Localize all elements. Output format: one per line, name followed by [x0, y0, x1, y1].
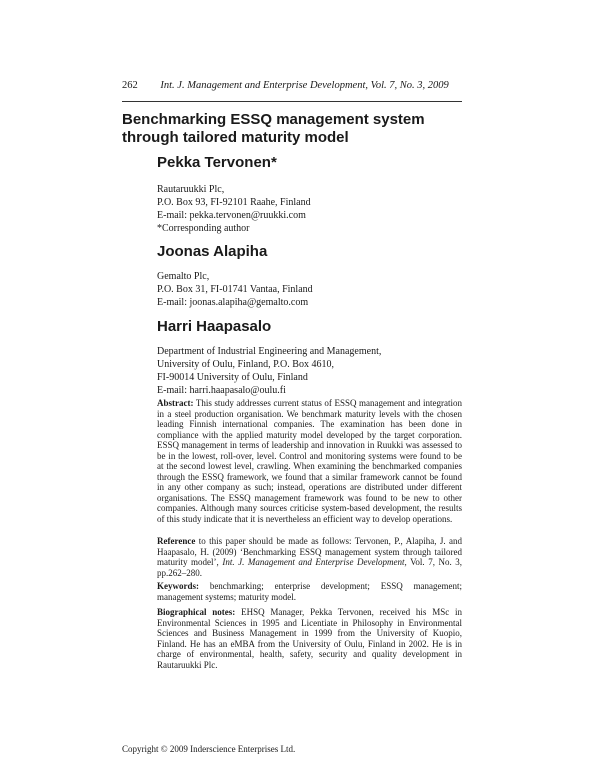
keywords: [157, 581, 462, 602]
reference-label: Reference: [157, 536, 196, 546]
journal-citation: Int. J. Management and Enterprise Development, Vol. 7, No. 3, 2009: [160, 80, 449, 91]
author-affiliation: [157, 345, 381, 397]
running-header: [122, 80, 449, 91]
affiliation-line: E-mail: harri.haapasalo@oulu.fi: [157, 385, 286, 396]
affiliation-line: P.O. Box 93, FI-92101 Raahe, Finland: [157, 197, 311, 208]
biographical-notes: [157, 607, 462, 670]
author-affiliation: [157, 183, 311, 235]
reference-journal: Int. J. Management and Enterprise Development,: [222, 557, 407, 567]
author-name: Joonas Alapiha: [157, 243, 268, 260]
bio-label: Biographical notes:: [157, 607, 236, 617]
reference-note: [157, 536, 462, 578]
page-number: 262: [122, 80, 138, 91]
author-affiliation: [157, 270, 313, 309]
affiliation-line: Rautaruukki Plc,: [157, 184, 225, 195]
affiliation-line: E-mail: pekka.tervonen@ruukki.com: [157, 210, 306, 221]
keywords-text: benchmarking; enterprise development; ESSQ management; management systems; maturity model.: [157, 581, 462, 602]
copyright: Copyright © 2009 Inderscience Enterprises Ltd.: [122, 744, 296, 754]
affiliation-line: Department of Industrial Engineering and Management,: [157, 346, 382, 357]
header-rule: [122, 101, 462, 102]
abstract: [157, 398, 462, 524]
affiliation-line: E-mail: joonas.alapiha@gemalto.com: [157, 297, 309, 308]
affiliation-line: University of Oulu, Finland, P.O. Box 4610,: [157, 359, 334, 370]
author-name: Harri Haapasalo: [157, 318, 272, 335]
affiliation-line: P.O. Box 31, FI-01741 Vantaa, Finland: [157, 284, 313, 295]
keywords-label: Keywords:: [157, 581, 199, 591]
affiliation-line: FI-90014 University of Oulu, Finland: [157, 372, 308, 383]
reference-text: to this paper should be made as follows: Tervonen, P., Alapiha, J. and Haapasalo, H. (2009) ‘Benchmarking ESSQ management system through tailored maturity model’,: [157, 536, 462, 567]
reference-volume: Vol. 7, No. 3, pp.262–280.: [157, 557, 463, 578]
paper-title: Benchmarking ESSQ management system through tailored maturity model: [122, 111, 425, 146]
abstract-label: Abstract:: [157, 398, 194, 408]
abstract-text: This study addresses current status of ESSQ management and integration in a steel production organisation. We benchmark maturity levels with the chosen leading Finnish international companies. The examination has been done in compliance with the applied maturity model developed by the target corporation. ESSQ management in terms of leadership and innovation in Ruukki was assessed to be in the lowest, roll-over, level. Control and monitoring systems were found to be at the second lowest level, crawling. When examining the benchmarked companies through the ESSQ framework, we found that a similar framework cannot be found in any other company as such; instead, operations are distributed under different organisations. The ESSQ management framework was found to be new to other companies. Although many sources criticise system-based development, the results of this study indicate that it is nevertheless an efficient way to develop operations.: [157, 398, 462, 524]
author-name: Pekka Tervonen*: [157, 154, 277, 171]
affiliation-line: Gemalto Plc,: [157, 271, 210, 282]
bio-text: EHSQ Manager, Pekka Tervonen, received his MSc in Environmental Sciences in 1995 and Licentiate in Philosophy in Environmental Sciences and Business Management in 1999 from the University of Kuopio, Finland. He has an eMBA from the University of Oulu, Finland in 2002. He is in charge of environmental, health, safety, security and quality development in Rautaruukki Plc.: [157, 607, 463, 670]
affiliation-line: *Corresponding author: [157, 223, 250, 234]
